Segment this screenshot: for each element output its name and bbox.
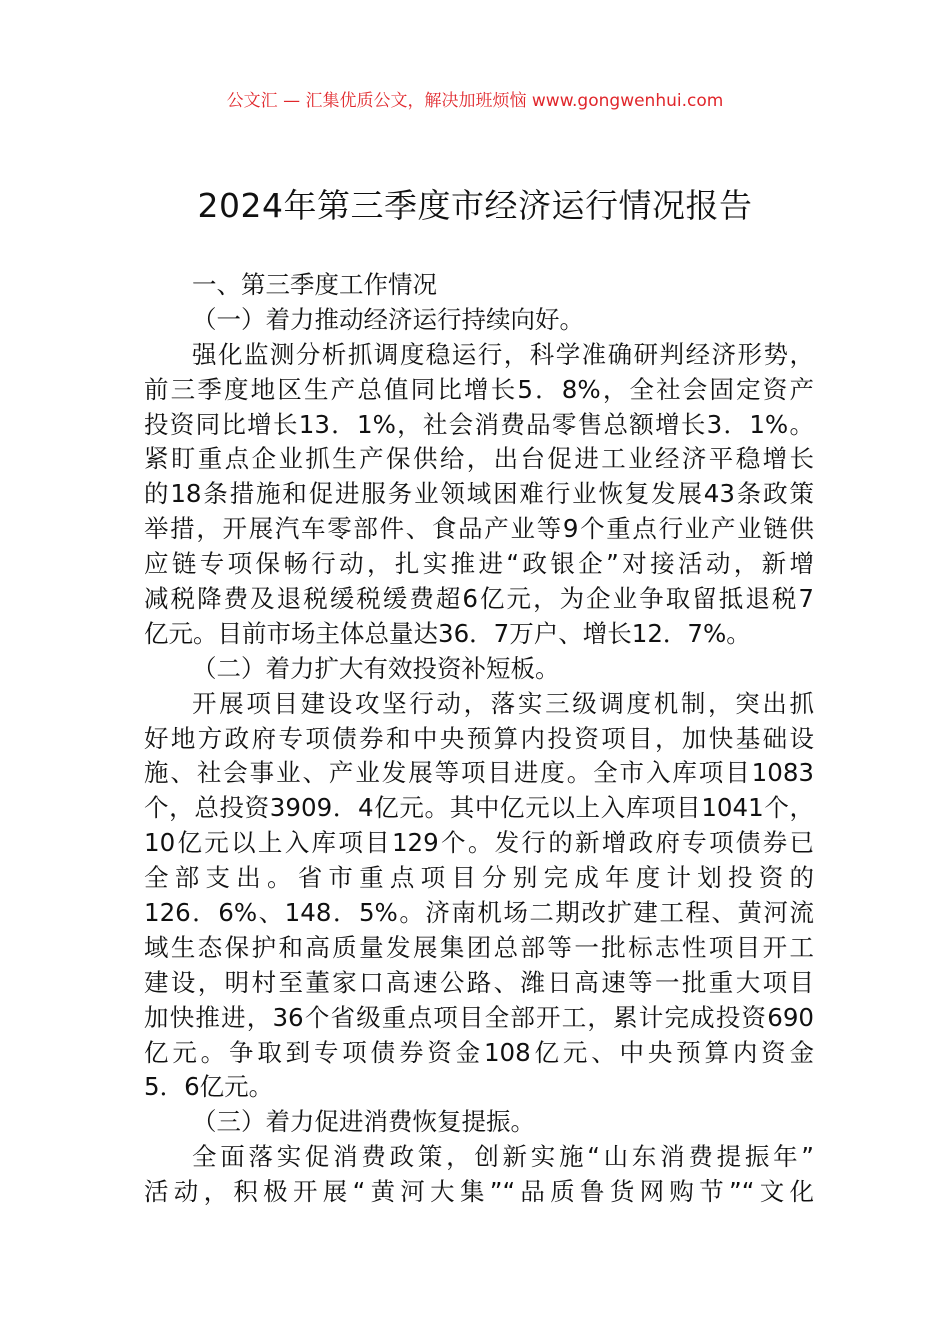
subsection-heading: （一）着力推动经济运行持续向好。	[192, 304, 584, 334]
subsection-heading: （二）着力扩大有效投资补短板。	[192, 653, 560, 683]
paragraph-line: 减税降费及退税缓税缓费超6亿元，为企业争取留抵退税7	[144, 584, 814, 614]
paragraph-line: 的18条措施和促进服务业领域困难行业恢复发展43条政策	[144, 479, 814, 509]
paragraph-line: 活动，积极开展“黄河大集”“品质鲁货网购节”“文化	[144, 1177, 814, 1207]
paragraph-line: 应链专项保畅行动，扎实推进“政银企”对接活动，新增	[144, 549, 814, 579]
paragraph-line: 全面落实促消费政策，创新实施“山东消费提振年”	[192, 1142, 814, 1172]
paragraph-line: 前三季度地区生产总值同比增长5．8%，全社会固定资产	[144, 374, 814, 404]
paragraph-line: 建设，明村至董家口高速公路、潍日高速等一批重大项目	[144, 967, 814, 997]
paragraph-line: 紧盯重点企业抓生产保供给，出台促进工业经济平稳增长	[144, 444, 814, 474]
paragraph-line: 126．6%、148．5%。济南机场二期改扩建工程、黄河流	[144, 898, 814, 928]
section-heading: 一、第三季度工作情况	[192, 270, 437, 299]
paragraph-line: 5．6亿元。	[144, 1072, 274, 1102]
subsection-heading: （三）着力促进消费恢复提振。	[192, 1107, 535, 1137]
paragraph-line: 好地方政府专项债券和中央预算内投资项目，加快基础设	[144, 723, 814, 753]
paragraph-line: 投资同比增长13．1%，社会消费品零售总额增长3．1%。	[144, 409, 814, 439]
paragraph-line: 加快推进，36个省级重点项目全部开工，累计完成投资690	[144, 1002, 814, 1032]
paragraph-line: 举措，开展汽车零部件、食品产业等9个重点行业产业链供	[144, 514, 814, 544]
paragraph-line: 亿元。争取到专项债券资金108亿元、中央预算内资金	[144, 1037, 814, 1067]
watermark-banner: 公文汇 — 汇集优质公文，解决加班烦恼 www.gongwenhui.com	[226, 91, 724, 111]
document-title: 2024年第三季度市经济运行情况报告	[197, 186, 753, 225]
paragraph-line: 施、社会事业、产业发展等项目进度。全市入库项目1083	[144, 758, 814, 788]
paragraph-line: 开展项目建设攻坚行动，落实三级调度机制，突出抓	[192, 688, 814, 718]
paragraph-line: 域生态保护和高质量发展集团总部等一批标志性项目开工	[144, 932, 814, 962]
paragraph-line: 10亿元以上入库项目129个。发行的新增政府专项债券已	[144, 828, 814, 858]
paragraph-line: 亿元。目前市场主体总量达36．7万户、增长12．7%。	[144, 618, 751, 648]
paragraph-line: 强化监测分析抓调度稳运行，科学准确研判经济形势，	[192, 339, 814, 369]
paragraph-line: 全部支出。省市重点项目分别完成年度计划投资的	[144, 863, 814, 893]
document-body	[144, 268, 814, 1210]
paragraph-line: 个，总投资3909．4亿元。其中亿元以上入库项目1041个，	[144, 793, 814, 823]
